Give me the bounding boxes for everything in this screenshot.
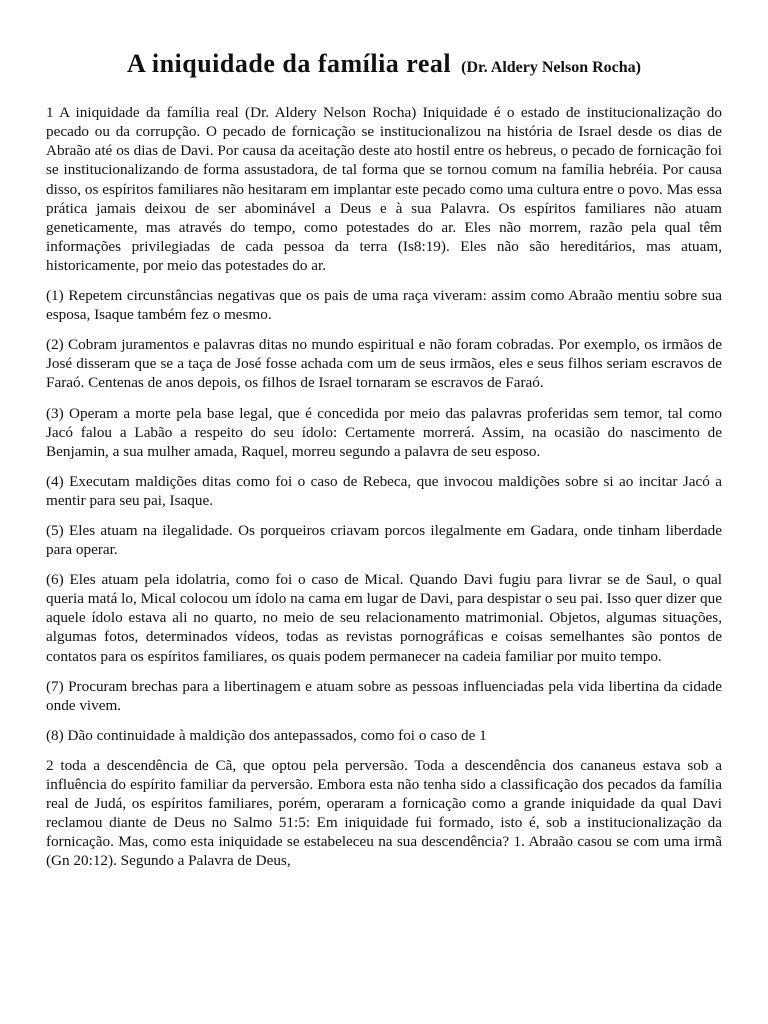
paragraph-page-2: 2 toda a descendência de Cã, que optou pela perversão. Toda a descendência dos cananeus estava sob a influência do espírito familiar da perversão. Embora esta não tenha sido a classificação dos pecados da família real de Judá, os espíritos familiares, porém, operaram a fornicação como a grande iniquidade da qual Davi reclamou diante de Deus no Salmo 51:5: Em iniquidade fui formado, isto é, sob a institucionalização da fornicação. Mas, como esta iniquidade se estabeleceu na sua descendência? 1. Abraão casou se com uma irmã (Gn 20:12). Segundo a Palavra de Deus,	[46, 756, 722, 870]
paragraph-item-4: (4) Executam maldições ditas como foi o caso de Rebeca, que invocou maldições sobre si ao incitar Jacó a mentir para seu pai, Isaque.	[46, 472, 722, 509]
paragraph-intro: 1 A iniquidade da família real (Dr. Aldery Nelson Rocha) Iniquidade é o estado de institucionalização do pecado ou da corrupção. O pecado de fornicação se institucionalizou na história de Israel desde os dias de Abraão até os dias de Davi. Por causa da aceitação deste ato hostil entre os hebreus, o pecado de fornicação foi se institucionalizando de forma assustadora, de tal forma que se tornou comum na família hebréia. Por causa disso, os espíritos familiares não hesitaram em implantar este pecado como uma cultura entre o povo. Mas essa prática jamais deixou de ser abominável a Deus e à sua Palavra. Os espíritos familiares não atuam geneticamente, mas através do tempo, como potestades do ar. Eles não morrem, razão pela qual têm informações privilegiadas de cada pessoa da terra (Is8:19). Eles não são hereditários, mas atuam, historicamente, por meio das potestades do ar.	[46, 104, 722, 274]
document-page	[46, 44, 722, 881]
title-author: (Dr. Aldery Nelson Rocha)	[461, 59, 641, 76]
paragraph-item-7: (7) Procuram brechas para a libertinagem e atuam sobre as pessoas influenciadas pela vida libertina da cidade onde vivem.	[46, 677, 722, 714]
page-title	[46, 44, 722, 79]
title-text: A iniquidade da família real	[127, 49, 452, 78]
paragraph-item-6: (6) Eles atuam pela idolatria, como foi o caso de Mical. Quando Davi fugiu para livrar se de Saul, o qual queria matá lo, Mical colocou um ídolo na cama em lugar de Davi, para despistar o seu pai. Isso quer dizer que aquele ídolo estava ali no quarto, no meio de seu relacionamento matrimonial. Objetos, algumas situações, algumas fotos, determinados vídeos, todas as revistas pornográficas e coisas semelhantes são pontos de contatos para os espíritos familiares, os quais podem permanecer na cadeia familiar por muito tempo.	[46, 571, 722, 665]
paragraph-item-5: (5) Eles atuam na ilegalidade. Os porqueiros criavam porcos ilegalmente em Gadara, onde tinham liberdade para operar.	[46, 521, 722, 559]
paragraph-item-2: (2) Cobram juramentos e palavras ditas no mundo espiritual e não foram cobradas. Por exemplo, os irmãos de José disseram que se a taça de José fosse achada com um de seus irmãos, eles e seus filhos seriam escravos de Faraó. Centenas de anos depois, os filhos de Israel tornaram se escravos de Faraó.	[46, 336, 722, 392]
paragraph-item-1: (1) Repetem circunstâncias negativas que os pais de uma raça viveram: assim como Abraão mentiu sobre sua esposa, Isaque também fez o mesmo.	[46, 287, 722, 324]
paragraph-item-3: (3) Operam a morte pela base legal, que é concedida por meio das palavras proferidas sem temor, tal como Jacó falou a Labão a respeito do seu ídolo: Certamente morrerá. Assim, na ocasião do nascimento de Benjamin, a sua mulher amada, Raquel, morreu segundo a palavra de seu esposo.	[46, 404, 722, 460]
paragraph-item-8: (8) Dão continuidade à maldição dos antepassados, como foi o caso de 1	[46, 726, 487, 744]
